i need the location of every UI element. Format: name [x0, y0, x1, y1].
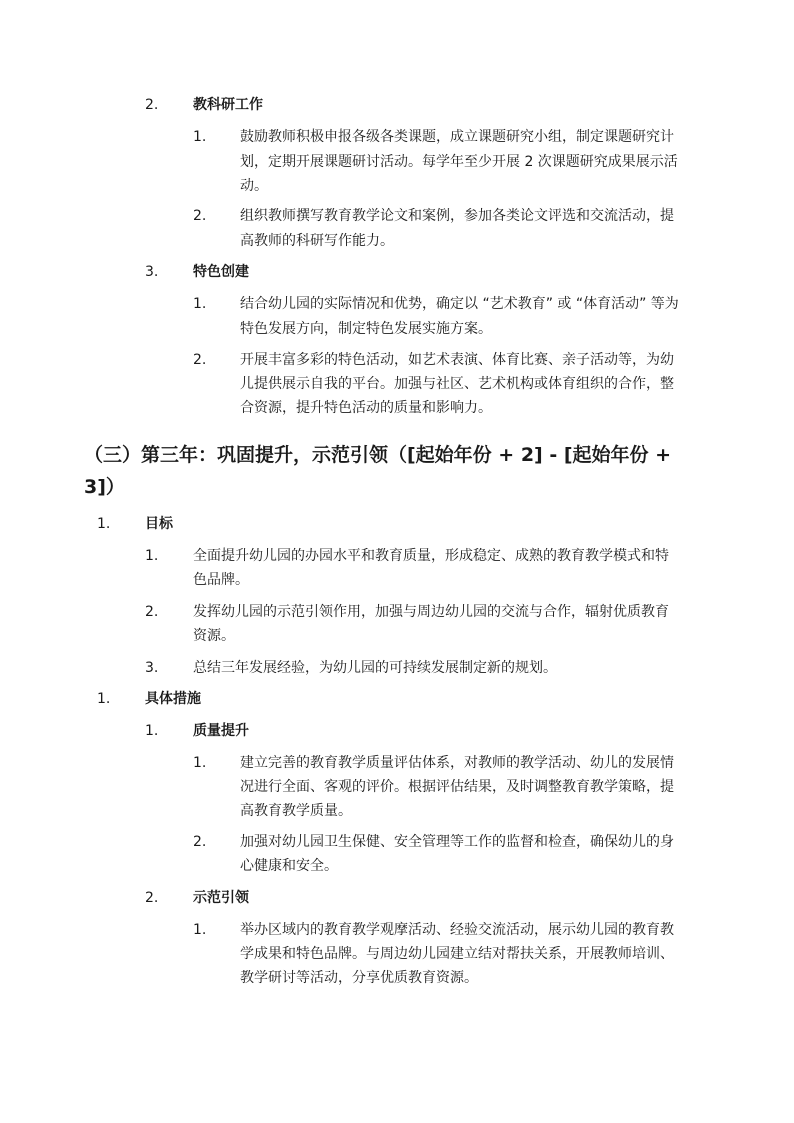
section-title: 具体措施 [145, 691, 201, 707]
section-title: 目标 [145, 516, 173, 532]
paragraph-line: 结合幼儿园的实际情况和优势，确定以 “艺术教育” 或 “体育活动” 等为 [240, 296, 679, 312]
paragraph-line: 动。 [240, 178, 268, 194]
list-number: 1. [193, 296, 207, 312]
list-number: 2. [145, 97, 159, 113]
list-number: 1. [193, 129, 207, 145]
paragraph-line: 教学研讨等活动，分享优质教育资源。 [240, 970, 478, 986]
subsection-title: 示范引领 [193, 890, 249, 906]
section-heading: （三）第三年：巩固提升，示范引领（[起始年份 + 2] - [起始年份 + [84, 444, 672, 466]
paragraph-line: 高教育教学质量。 [240, 803, 352, 819]
paragraph-line: 开展丰富多彩的特色活动，如艺术表演、体育比赛、亲子活动等，为幼 [240, 352, 674, 368]
paragraph-line: 鼓励教师积极申报各级各类课题，成立课题研究小组，制定课题研究计 [240, 129, 674, 145]
list-number: 3. [145, 264, 159, 280]
section-heading-continued: 3]） [84, 476, 125, 498]
paragraph-line: 资源。 [193, 628, 235, 644]
paragraph-line: 学成果和特色品牌。与周边幼儿园建立结对帮扶关系，开展教师培训、 [240, 946, 674, 962]
paragraph-line: 划，定期开展课题研讨活动。每学年至少开展 2 次课题研究成果展示活 [240, 154, 678, 170]
paragraph-line: 况进行全面、客观的评价。根据评估结果，及时调整教育教学策略，提 [240, 779, 674, 795]
paragraph-line: 加强对幼儿园卫生保健、安全管理等工作的监督和检查，确保幼儿的身 [240, 834, 674, 850]
paragraph-line: 合资源，提升特色活动的质量和影响力。 [240, 400, 492, 416]
section-title: 教科研工作 [193, 97, 263, 113]
paragraph-line: 组织教师撰写教育教学论文和案例，参加各类论文评选和交流活动，提 [240, 208, 674, 224]
subsection-title: 质量提升 [193, 723, 249, 739]
paragraph-line: 总结三年发展经验，为幼儿园的可持续发展制定新的规划。 [193, 660, 557, 676]
list-number: 1. [145, 723, 159, 739]
list-number: 2. [193, 834, 207, 850]
list-number: 2. [145, 604, 159, 620]
list-number: 1. [97, 516, 111, 532]
paragraph-line: 发挥幼儿园的示范引领作用，加强与周边幼儿园的交流与合作，辐射优质教育 [193, 604, 669, 620]
paragraph-line: 色品牌。 [193, 572, 249, 588]
list-number: 3. [145, 660, 159, 676]
paragraph-line: 全面提升幼儿园的办园水平和教育质量，形成稳定、成熟的教育教学模式和特 [193, 548, 669, 564]
paragraph-line: 建立完善的教育教学质量评估体系，对教师的教学活动、幼儿的发展情 [240, 755, 674, 771]
list-number: 1. [97, 691, 111, 707]
paragraph-line: 高教师的科研写作能力。 [240, 233, 394, 249]
paragraph-line: 举办区域内的教育教学观摩活动、经验交流活动，展示幼儿园的教育教 [240, 922, 674, 938]
list-number: 1. [193, 922, 207, 938]
list-number: 2. [193, 352, 207, 368]
section-title: 特色创建 [193, 264, 249, 280]
list-number: 2. [193, 208, 207, 224]
paragraph-line: 儿提供展示自我的平台。加强与社区、艺术机构或体育组织的合作，整 [240, 376, 674, 392]
paragraph-line: 心健康和安全。 [240, 858, 338, 874]
list-number: 1. [193, 755, 207, 771]
paragraph-line: 特色发展方向，制定特色发展实施方案。 [240, 321, 492, 337]
list-number: 1. [145, 548, 159, 564]
list-number: 2. [145, 890, 159, 906]
